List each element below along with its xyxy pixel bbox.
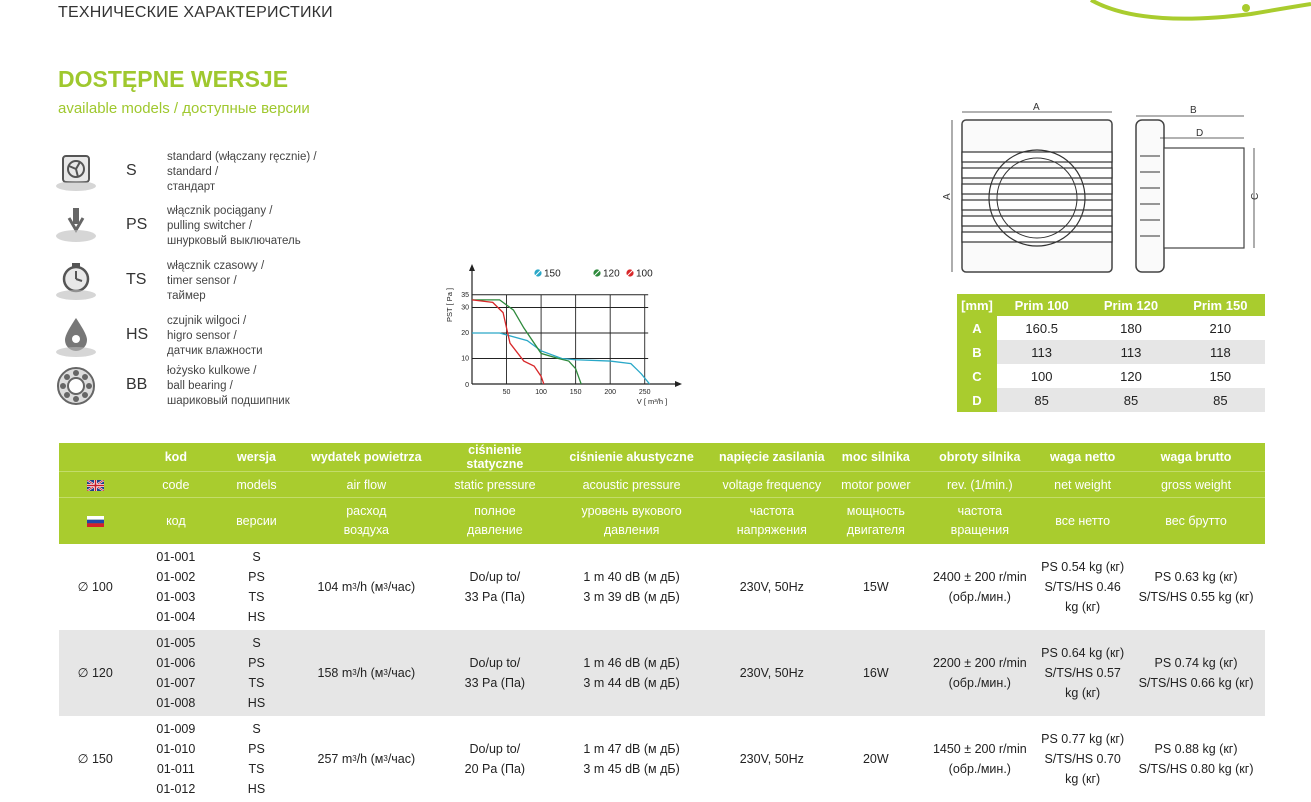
fan-standard-icon: [52, 152, 100, 194]
x-tick-label: 200: [604, 389, 617, 396]
airflow-cell: 158 $m^3/h$ $(м^3/час)$: [293, 630, 440, 716]
model-code: HS: [126, 326, 149, 343]
spec-header-cell: obroty silnika: [921, 443, 1038, 472]
brand-swoosh-decoration: [1081, 0, 1311, 24]
code-cell: 01-005 01-006 01-007 01-008: [131, 630, 220, 716]
net-weight-cell: PS 0.54 kg (кг) S/TS/HS 0.46 kg (кг): [1041, 560, 1125, 614]
dim-value: 113: [997, 340, 1086, 364]
spec-header-cell: kod: [131, 443, 220, 472]
legend-label: 120: [603, 268, 620, 280]
dim-header-row: [957, 294, 1265, 316]
dim-header-cell: Prim 100: [997, 294, 1086, 316]
origin-label: 0: [465, 382, 469, 389]
static-pressure-cell: Do/up to/ 33 Pa (Па): [440, 630, 550, 716]
dim-value: 85: [997, 388, 1086, 412]
spec-header-cell-ru: полное давление: [440, 498, 550, 545]
model-item: [52, 366, 352, 414]
spec-row: [59, 630, 1265, 716]
dim-value: 120: [1120, 368, 1142, 384]
spec-header-row-pl: [59, 443, 1265, 472]
static-pressure-cell: Do/up to/ 33 Pa (Па): [464, 570, 526, 604]
power-cell: 16W: [830, 630, 921, 716]
dim-row-label: B: [957, 340, 997, 364]
airflow-cell: 257 $m^3/h$ $(м^3/час)$: [317, 752, 416, 766]
model-description: czujnik wilgoci / higro sensor / датчик влажности: [167, 315, 263, 357]
dim-row: [957, 316, 1265, 340]
model-code: PS: [126, 216, 148, 233]
spec-header-cell-en: rev. (1/min.): [921, 472, 1038, 498]
dim-label-a: A: [1033, 102, 1040, 113]
acoustic-pressure-cell: 1 m 47 dB (м дБ) 3 m 45 dB (м дБ): [583, 742, 680, 776]
dim-row: [957, 364, 1265, 388]
model-description: łożysko kulkowe / ball bearing / шариковый подшипник: [167, 365, 290, 407]
spec-row: [59, 544, 1265, 630]
model-code: BB: [126, 376, 148, 393]
dim-label-d: D: [1196, 128, 1204, 139]
x-axis-label: V [ m³/h ]: [636, 397, 668, 406]
spec-header-cell-en: motor power: [830, 472, 921, 498]
timer-icon: [52, 261, 100, 303]
legend-label: 150: [544, 268, 561, 280]
size-cell: ∅ 150: [77, 752, 113, 766]
page-title: DOSTĘPNE WERSJE: [58, 66, 289, 92]
acoustic-pressure-cell: 1 m 40 dB (м дБ) 3 m 39 dB (м дБ): [583, 570, 680, 604]
section-heading: ТЕХНИЧЕСКИЕ ХАРАКТЕРИСТИКИ: [58, 4, 333, 21]
model-description: standard (włączany ręcznie) / standard / стандарт: [167, 151, 317, 193]
spec-header-cell-en: air flow: [293, 472, 440, 498]
dim-header-cell: Prim 120: [1086, 294, 1175, 316]
dim-value: 210: [1209, 320, 1232, 336]
voltage-cell: 230V, 50Hz: [739, 752, 804, 766]
x-tick-label: 50: [502, 389, 511, 396]
net-weight-cell: PS 0.64 kg (кг) S/TS/HS 0.57 kg (кг): [1038, 630, 1127, 716]
spec-header-cell: ciśnienie statyczne: [440, 443, 550, 472]
dim-value: 118: [1176, 340, 1265, 364]
dim-value: 160.5: [1025, 320, 1058, 336]
dim-label-c: C: [1250, 192, 1261, 200]
model-code: TS: [126, 271, 147, 288]
x-tick-label: 250: [638, 389, 651, 396]
spec-row: [59, 716, 1265, 802]
dimensions-table: [957, 294, 1265, 412]
legend-label: 100: [636, 268, 653, 280]
spec-header-cell-ru: мощность двигателя: [830, 498, 921, 545]
humidity-drop-icon: [52, 316, 100, 358]
spec-header-cell-ru: версии: [220, 498, 292, 545]
spec-header-cell-en: acoustic pressure: [550, 472, 714, 498]
spec-header-cell-en: gross weight: [1127, 472, 1265, 498]
spec-header-cell-ru: все нетто: [1038, 498, 1127, 545]
size-cell: ∅ 120: [59, 630, 131, 716]
model-item: [52, 261, 352, 309]
dimensions-drawing: [940, 100, 1270, 285]
power-cell: 20W: [862, 752, 889, 766]
spec-header-cell: waga brutto: [1127, 443, 1265, 472]
model-item: [52, 206, 352, 254]
spec-header-cell-ru: вес брутто: [1127, 498, 1265, 545]
net-weight-cell: PS 0.77 kg (кг) S/TS/HS 0.70 kg (кг): [1041, 732, 1125, 786]
dim-row-label: A: [957, 316, 997, 340]
acoustic-pressure-cell: 1 m 46 dB (м дБ) 3 m 44 dB (м дБ): [550, 630, 714, 716]
dim-row-label: C: [957, 364, 997, 388]
rev-cell: 1450 ± 200 r/min (обр./мин.): [932, 742, 1027, 776]
ball-bearing-icon: [52, 366, 100, 408]
y-tick-label: 20: [461, 330, 469, 337]
static-pressure-cell: Do/up to/ 20 Pa (Па): [464, 742, 526, 776]
spec-header-cell: [59, 443, 131, 472]
dim-value: 100: [1030, 368, 1053, 384]
y-axis-arrow: [469, 264, 475, 271]
spec-header-cell-ru: частота вращения: [921, 498, 1038, 545]
version-cell: S PS TS HS: [220, 630, 292, 716]
rev-cell: 2400 ± 200 r/min (обр./мин.): [932, 570, 1027, 604]
dim-row: [957, 340, 1265, 364]
dim-value: 150: [1209, 368, 1232, 384]
version-cell: S PS TS HS: [247, 550, 266, 624]
page-subtitle: available models / доступные версии: [58, 100, 310, 117]
spec-header-cell-en: net weight: [1038, 472, 1127, 498]
series-line-120: [472, 300, 581, 384]
dim-row: [957, 388, 1265, 412]
spec-header-cell: napięcie zasilania: [713, 443, 830, 472]
dim-value: 85: [1086, 388, 1175, 412]
dim-row-label: D: [957, 388, 997, 412]
dim-value: 113: [1086, 340, 1175, 364]
voltage-cell: 230V, 50Hz: [739, 580, 804, 594]
uk-flag-icon: [59, 472, 131, 498]
rev-cell: 2200 ± 200 r/min (обр./мин.): [921, 630, 1038, 716]
spec-header-cell-en: static pressure: [440, 472, 550, 498]
gross-weight-cell: PS 0.74 kg (кг) S/TS/HS 0.66 kg (кг): [1127, 630, 1265, 716]
airflow-cell: 104 $m^3/h$ $(м^3/час)$: [317, 580, 416, 594]
model-item: [52, 152, 352, 200]
ru-flag-icon: [59, 498, 131, 545]
dim-value: 180: [1120, 320, 1142, 336]
spec-header-cell-en: code: [131, 472, 220, 498]
version-cell: S PS TS HS: [247, 722, 266, 796]
y-tick-label: 10: [461, 355, 469, 363]
spec-header-cell-en: voltage frequency: [713, 472, 830, 498]
pull-switch-icon: [52, 206, 100, 248]
spec-header-cell: moc silnika: [830, 443, 921, 472]
power-cell: 15W: [862, 580, 889, 594]
spec-header-cell: wydatek powietrza: [293, 443, 440, 472]
spec-header-row-ru: [59, 498, 1265, 545]
spec-header-cell-ru: уровень вукового давления: [550, 498, 714, 545]
model-item: [52, 316, 352, 364]
size-cell: ∅ 100: [77, 580, 113, 594]
spec-table: [59, 443, 1265, 802]
dim-header-cell: Prim 150: [1176, 294, 1265, 316]
dim-label-a-side: A: [942, 193, 953, 200]
code-cell: 01-009 01-010 01-011 01-012: [156, 722, 196, 796]
spec-header-cell-ru: код: [131, 498, 220, 545]
model-description: włącznik pociągany / pulling switcher / шнурковый выключатель: [167, 205, 301, 247]
y-tick-label: 30: [461, 304, 469, 312]
spec-header-cell: wersja: [220, 443, 292, 472]
dim-header-cell: [mm]: [957, 294, 997, 316]
spec-header-cell-ru: частота напряжения: [713, 498, 830, 545]
x-tick-label: 150: [569, 389, 582, 396]
code-cell: 01-001 01-002 01-003 01-004: [156, 550, 196, 624]
gross-weight-cell: PS 0.63 kg (кг) S/TS/HS 0.55 kg (кг): [1138, 570, 1254, 604]
y-axis-label: PST [ Pa ]: [445, 287, 454, 323]
model-code: S: [126, 162, 137, 179]
spec-header-cell-ru: расход воздуха: [293, 498, 440, 545]
dim-label-b: B: [1190, 105, 1197, 116]
spec-header-cell-en: models: [220, 472, 292, 498]
gross-weight-cell: PS 0.88 kg (кг) S/TS/HS 0.80 kg (кг): [1138, 742, 1254, 776]
dim-value: 85: [1176, 388, 1265, 412]
x-axis-arrow: [675, 381, 682, 387]
x-tick-label: 100: [535, 389, 547, 396]
pressure-flow-chart: [440, 260, 690, 410]
y-tick-label: 35: [461, 291, 469, 299]
spec-header-cell: ciśnienie akustyczne: [550, 443, 714, 472]
model-description: włącznik czasowy / timer sensor / таймер: [167, 260, 265, 302]
spec-header-row-en: [59, 472, 1265, 498]
spec-header-cell: waga netto: [1038, 443, 1127, 472]
voltage-cell: 230V, 50Hz: [713, 630, 830, 716]
